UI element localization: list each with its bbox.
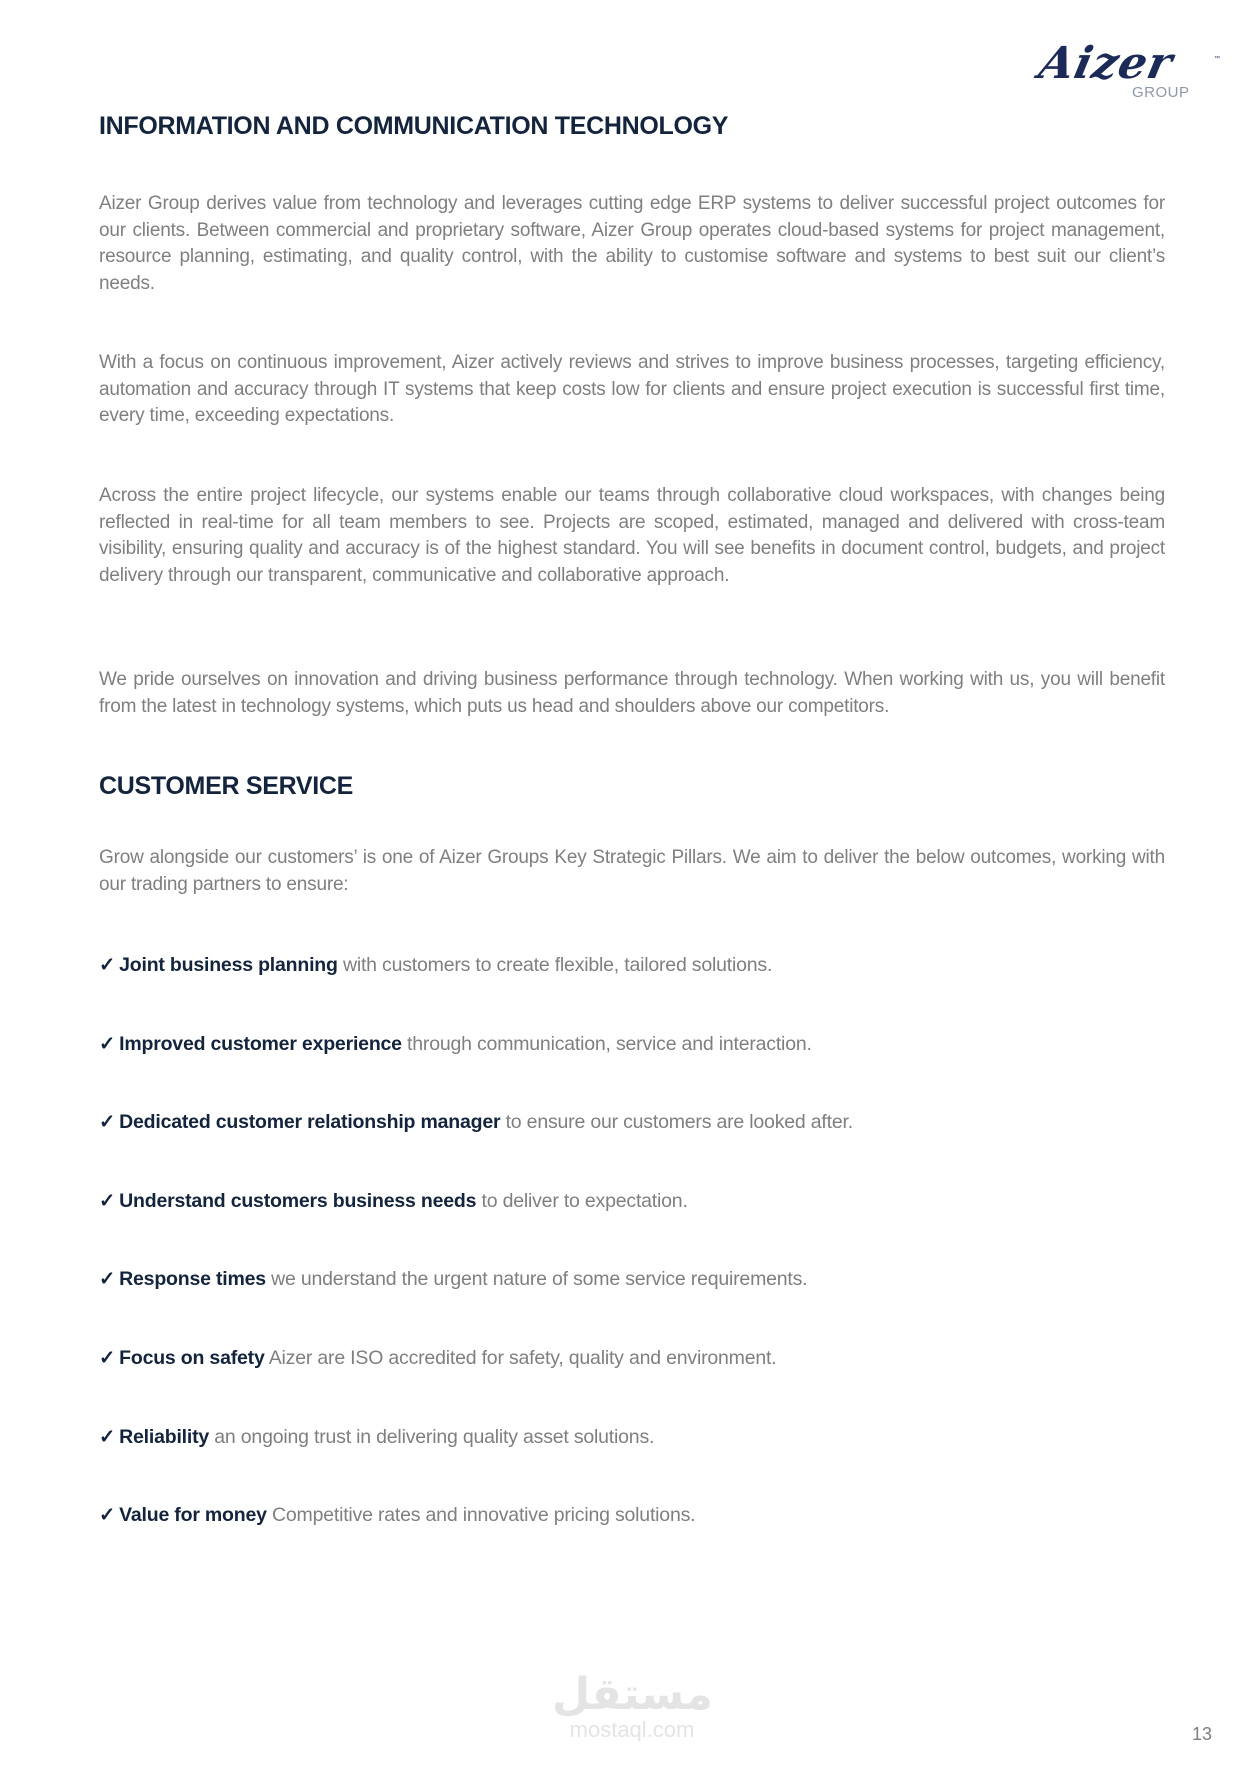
list-item-text: to ensure our customers are looked after.	[500, 1111, 853, 1134]
check-icon: ✓	[99, 954, 116, 976]
list-item-text: with customers to create flexible, tailored solutions.	[337, 954, 773, 976]
check-icon: ✓	[99, 1189, 116, 1212]
check-icon: ✓	[99, 1032, 116, 1055]
check-icon: ✓	[99, 1425, 116, 1448]
list-item	[99, 1502, 1165, 1528]
list-item-text: Aizer are ISO accredited for safety, quality and environment.	[264, 1347, 777, 1369]
list-item-title: Joint business planning	[119, 954, 338, 976]
logo-subtitle: GROUP	[1132, 84, 1190, 101]
watermark-latin: mostaql.com	[569, 1717, 695, 1742]
list-item-title: Focus on safety	[119, 1347, 265, 1369]
list-item-title: Dedicated customer relationship manager	[119, 1111, 501, 1134]
list-item	[99, 1266, 1165, 1292]
intro-paragraph: Grow alongside our customers’ is one of Aizer Groups Key Strategic Pillars. We aim to deliver the below outcomes, working with our trading partners to ensure:	[99, 847, 1165, 895]
section-heading-customer-service: CUSTOMER SERVICE	[99, 772, 354, 800]
list-item	[99, 1345, 1165, 1371]
list-item-title: Reliability	[119, 1425, 210, 1448]
list-item-text: we understand the urgent nature of some service requirements.	[265, 1268, 808, 1291]
watermark-arabic: مستقل	[552, 1669, 713, 1720]
list-item-title: Improved customer experience	[119, 1032, 402, 1055]
paragraph: Aizer Group derives value from technology and leverages cutting edge ERP systems to deliver successful project outcomes for our clients. Between commercial and proprietary software, Aizer Group operates cloud-based systems for project management, resource planning, estimating, and quality control, with the ability to customise software and systems to best suit our client’s needs.	[99, 193, 1165, 294]
list-item-text: to deliver to expectation.	[476, 1189, 688, 1212]
list-item	[99, 1109, 1165, 1135]
list-item	[99, 1188, 1165, 1214]
aizer-group-logo	[1034, 38, 1220, 102]
check-icon: ✓	[99, 1504, 116, 1527]
paragraph: With a focus on continuous improvement, Aizer actively reviews and strives to improve business processes, targeting efficiency, automation and accuracy through IT systems that keep costs low for clients and ensure project execution is successful first time, every time, exceeding expectations.	[99, 352, 1165, 427]
check-icon: ✓	[99, 1111, 116, 1134]
list-item-title: Response times	[119, 1268, 266, 1291]
paragraph: Across the entire project lifecycle, our systems enable our teams through collaborative cloud workspaces, with changes being reflected in real-time for all team members to see. Projects are scoped, estimated, managed and delivered with cross-team visibility, ensuring quality and accuracy is of the highest standard. You will see benefits in document control, budgets, and project delivery through our transparent, communicative and collaborative approach.	[99, 485, 1165, 586]
list-item-title: Value for money	[119, 1504, 267, 1527]
list-item-text: through communication, service and interaction.	[401, 1032, 812, 1055]
list-item-text: an ongoing trust in delivering quality asset solutions.	[209, 1425, 655, 1448]
check-icon: ✓	[99, 1347, 116, 1369]
list-item	[99, 1424, 1165, 1450]
check-icon: ✓	[99, 1268, 116, 1291]
list-item	[99, 952, 1165, 978]
mostaql-watermark	[552, 1669, 713, 1742]
logo-trademark: ™	[1214, 56, 1220, 62]
page-number: 13	[1192, 1724, 1213, 1744]
section-heading-ict: INFORMATION AND COMMUNICATION TECHNOLOGY	[99, 112, 729, 140]
list-item-title: Understand customers business needs	[119, 1189, 477, 1212]
paragraph: We pride ourselves on innovation and driving business performance through technology. When working with us, you will benefit from the latest in technology systems, which puts us head and shoulders above our competitors.	[99, 669, 1165, 717]
list-item-text: Competitive rates and innovative pricing solutions.	[266, 1504, 696, 1527]
list-item	[99, 1031, 1165, 1057]
logo-wordmark: Aizer	[1034, 38, 1178, 89]
